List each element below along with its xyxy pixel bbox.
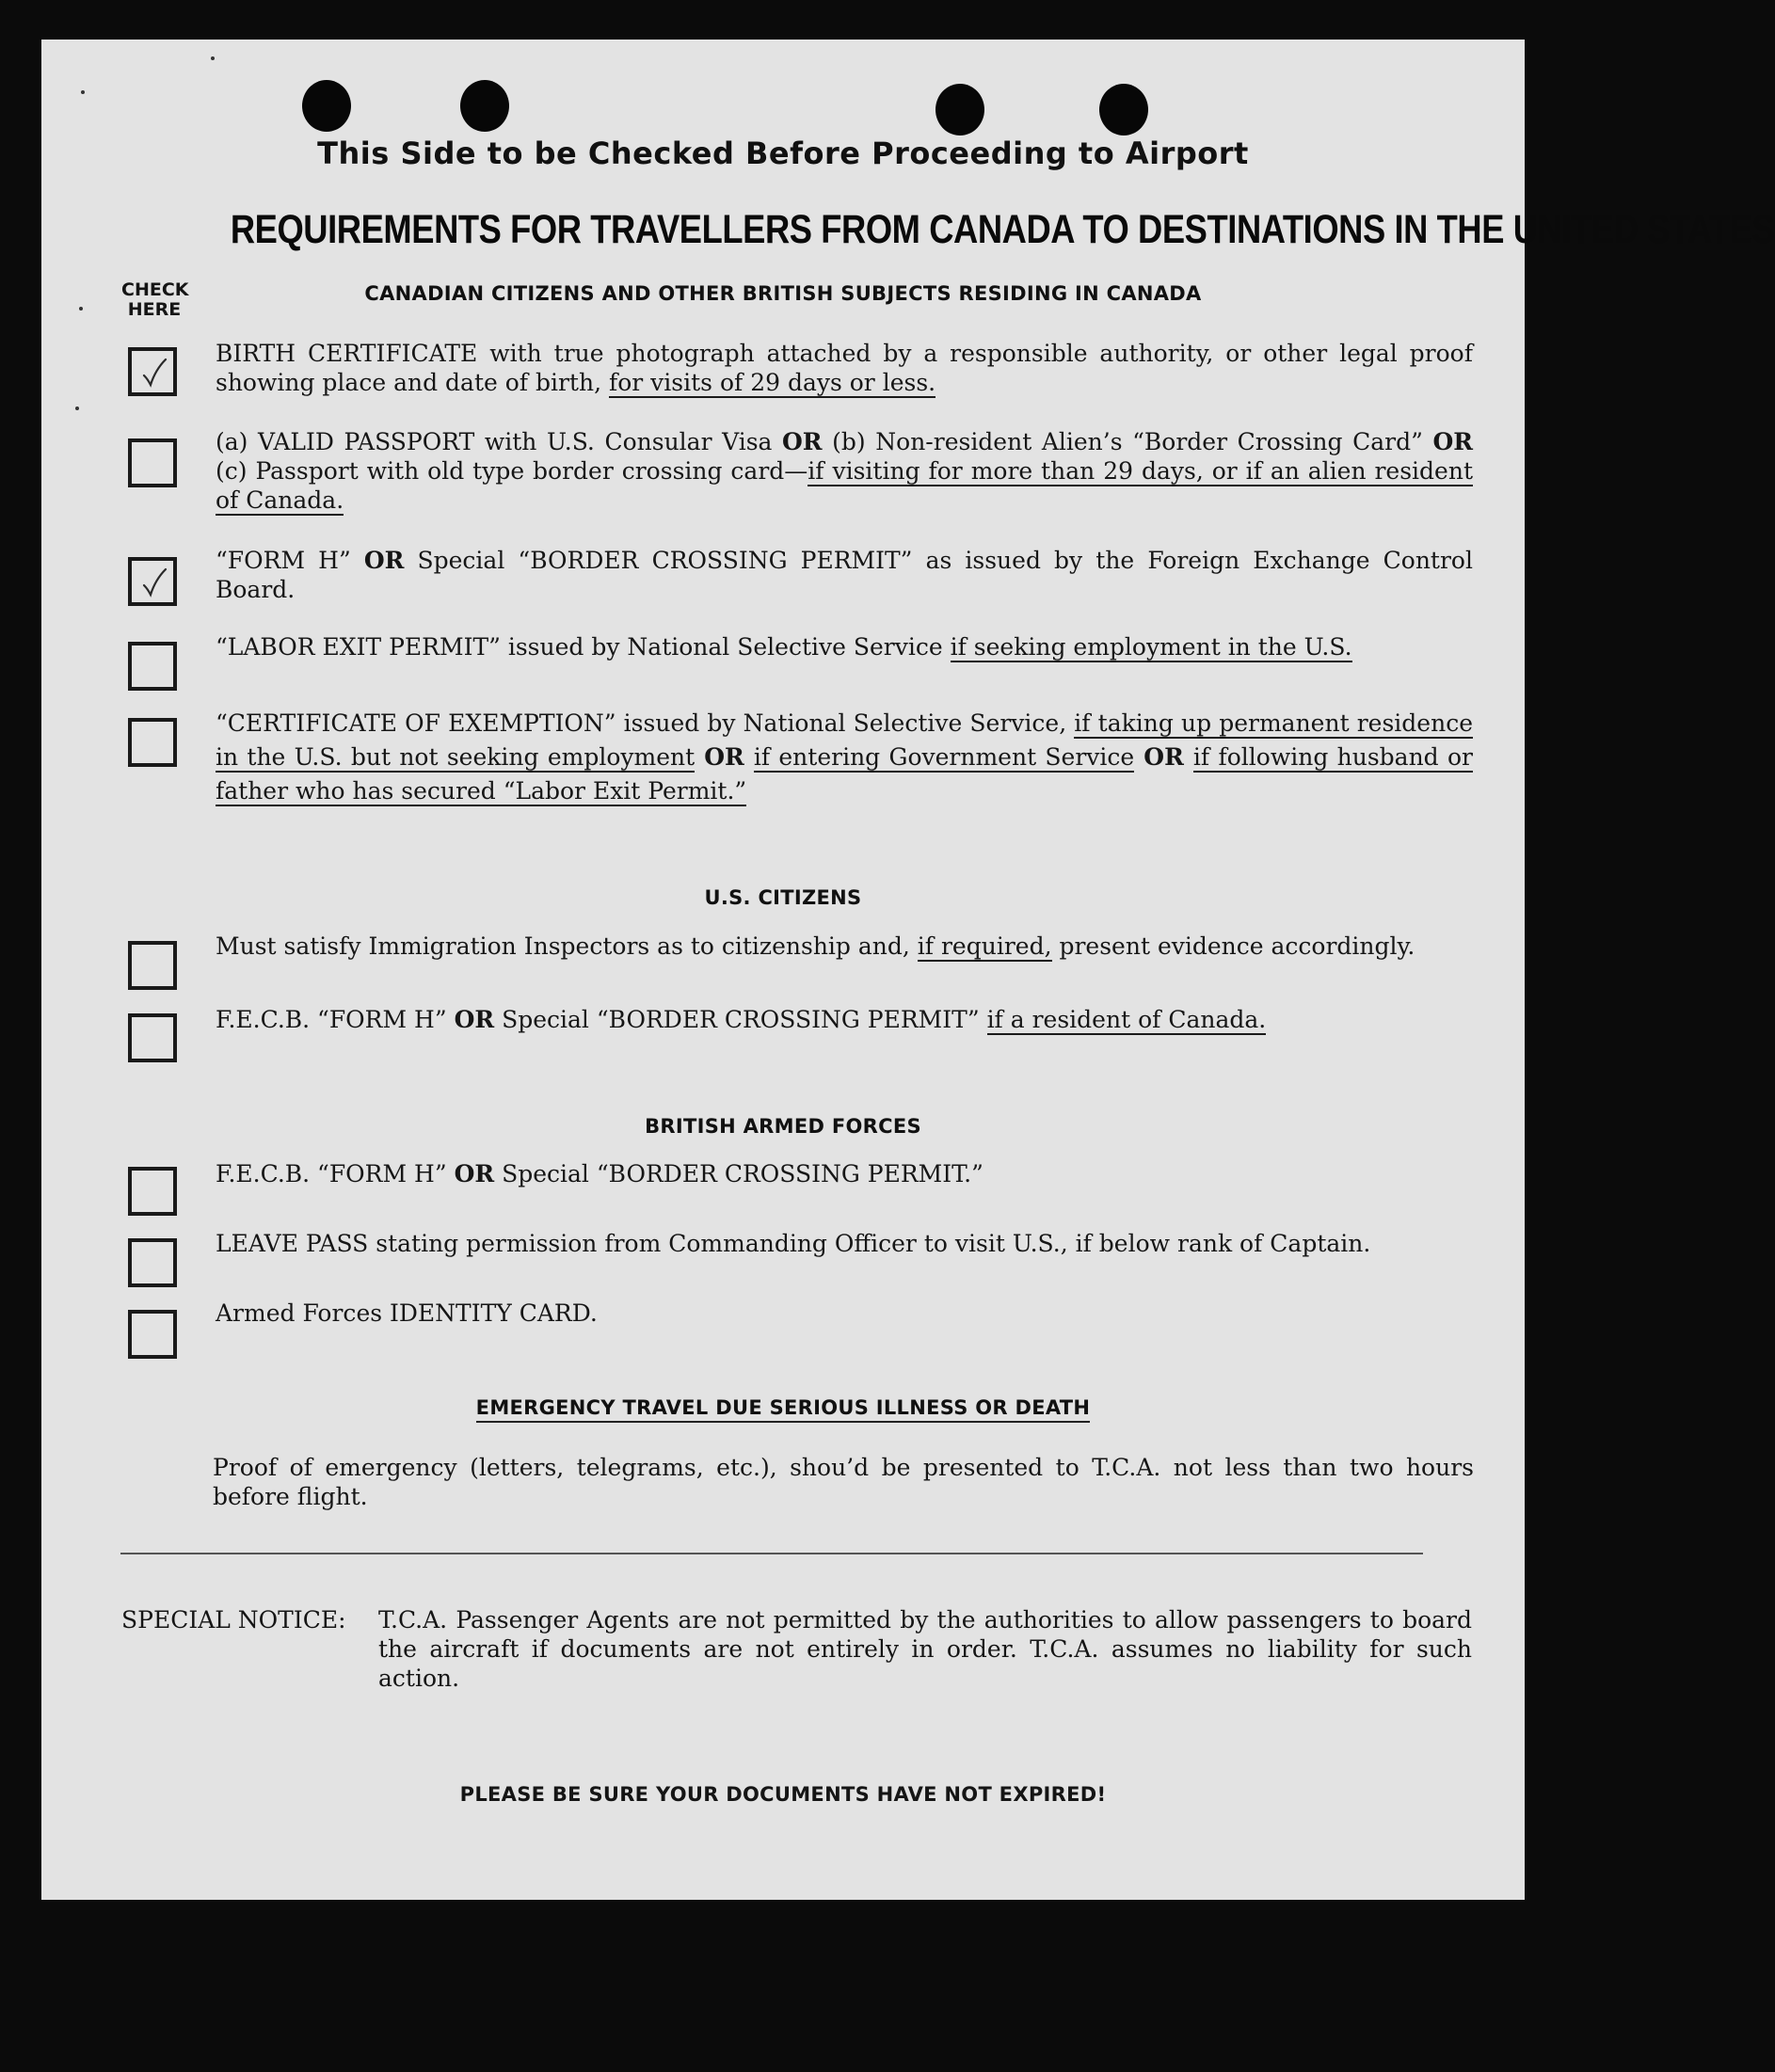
special-notice-label: SPECIAL NOTICE:: [121, 1606, 346, 1634]
checkbox-certificate-exemption[interactable]: [128, 718, 177, 767]
checkmark-icon: [141, 566, 168, 598]
dust-speck: [79, 307, 83, 311]
dust-speck: [75, 406, 79, 410]
item-certificate-exemption: “CERTIFICATE OF EXEMPTION” issued by National Selective Service, if taking up permanent residence in the U.S. but not seeking employment OR if entering Government Service OR if following husband or father who has secured “Labor Exit Permit.”: [216, 709, 1473, 805]
section-heading-armed-forces: BRITISH ARMED FORCES: [645, 1115, 921, 1138]
checkbox-us-satisfy[interactable]: [128, 941, 177, 990]
item-labor-exit-permit: “LABOR EXIT PERMIT” issued by National Selective Service if seeking employment in the U.S.: [216, 633, 1352, 661]
section-heading-canadian: CANADIAN CITIZENS AND OTHER BRITISH SUBJECTS RESIDING IN CANADA: [364, 282, 1202, 305]
page-title: REQUIREMENTS FOR TRAVELLERS FROM CANADA TO DESTINATIONS IN THE UNITED STATES: [230, 207, 1775, 252]
item-us-fecb: F.E.C.B. “FORM H” OR Special “BORDER CROSSING PERMIT” if a resident of Canada.: [216, 1006, 1267, 1033]
item-armed-fecb: F.E.C.B. “FORM H” OR Special “BORDER CROSSING PERMIT.”: [216, 1160, 983, 1187]
checkbox-birth-certificate[interactable]: [128, 347, 177, 396]
expiry-warning: PLEASE BE SURE YOUR DOCUMENTS HAVE NOT EXPIRED!: [459, 1783, 1107, 1806]
checkbox-labor-exit-permit[interactable]: [128, 642, 177, 691]
section-heading-us: U.S. CITIZENS: [704, 886, 862, 909]
checkbox-leave-pass[interactable]: [128, 1238, 177, 1287]
dust-speck: [211, 56, 215, 60]
checkbox-form-h[interactable]: [128, 557, 177, 606]
checkmark-icon: [141, 357, 168, 389]
item-us-satisfy: Must satisfy Immigration Inspectors as to citizenship and, if required, present evidence accordingly.: [216, 932, 1415, 960]
checkbox-us-fecb[interactable]: [128, 1013, 177, 1062]
binder-hole: [460, 80, 509, 132]
form-sheet: [41, 40, 1775, 1900]
item-leave-pass: LEAVE PASS stating permission from Commanding Officer to visit U.S., if below rank of Captain.: [216, 1230, 1371, 1257]
checkbox-identity-card[interactable]: [128, 1310, 177, 1359]
checkbox-valid-passport[interactable]: [128, 438, 177, 487]
section-heading-emergency: EMERGENCY TRAVEL DUE SERIOUS ILLNESS OR DEATH: [41, 1396, 1525, 1419]
divider-rule: [120, 1553, 1423, 1554]
check-here-label: CHECK HERE: [121, 279, 189, 320]
checkbox-armed-fecb[interactable]: [128, 1167, 177, 1216]
page-subtitle: This Side to be Checked Before Proceeding to Airport: [317, 135, 1249, 171]
emergency-text: Proof of emergency (letters, telegrams, etc.), shou’d be presented to T.C.A. not less than two hours before flight.: [213, 1454, 1474, 1510]
binder-hole: [935, 84, 984, 135]
special-notice-text: T.C.A. Passenger Agents are not permitted by the authorities to allow passengers to board the aircraft if documents are not entirely in order. T.C.A. assumes no liability for such action.: [378, 1606, 1472, 1692]
item-form-h: “FORM H” OR Special “BORDER CROSSING PERMIT” as issued by the Foreign Exchange Control Board.: [216, 547, 1473, 603]
dust-speck: [81, 90, 85, 94]
binder-hole: [302, 80, 351, 132]
item-identity-card: Armed Forces IDENTITY CARD.: [216, 1299, 598, 1327]
item-birth-certificate: BIRTH CERTIFICATE with true photograph attached by a responsible authority, or other legal proof showing place and date of birth, for visits of 29 days or less.: [216, 340, 1473, 396]
binder-hole: [1099, 84, 1148, 135]
item-valid-passport: (a) VALID PASSPORT with U.S. Consular Visa OR (b) Non-resident Alien’s “Border Crossing Card” OR (c) Passport with old type border crossing card—if visiting for more than 29 days, or if an alien resident of Canada.: [216, 428, 1473, 514]
